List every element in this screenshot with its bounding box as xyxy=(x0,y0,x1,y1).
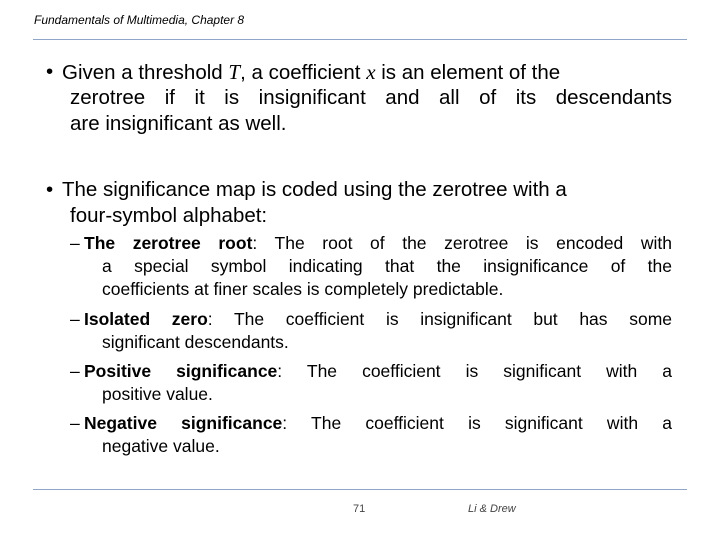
text-segment: : The coefficient is significant with a xyxy=(282,413,672,433)
text-segment: , a coefficient xyxy=(240,61,361,84)
chapter-header: Fundamentals of Multimedia, Chapter 8 xyxy=(34,13,245,27)
term-label: Negative significance xyxy=(84,413,283,433)
text-line xyxy=(84,308,672,331)
bullet-continuation xyxy=(70,85,672,137)
text-line: coefficients at finer scales is completely predictable. xyxy=(102,279,504,299)
bullet-significance-map xyxy=(46,177,672,229)
term-label: Isolated zero xyxy=(84,309,208,329)
symbol-negative-significance xyxy=(70,412,672,458)
dash-mark: – xyxy=(70,413,80,433)
bullet-mark: • xyxy=(46,60,54,83)
term-label: Positive significance xyxy=(84,361,278,381)
text-line: four-symbol alphabet: xyxy=(70,204,268,227)
text-line: are insignificant as well. xyxy=(70,112,287,135)
text-line: zerotree if it is insignificant and all of its descendants xyxy=(70,86,672,109)
bullet-mark: • xyxy=(46,178,54,201)
text-line: positive value. xyxy=(102,384,213,404)
symbol-positive-significance xyxy=(70,360,672,406)
text-line xyxy=(84,232,672,255)
text-segment: : The coefficient is significant with a xyxy=(277,361,672,381)
bullet-continuation xyxy=(70,203,672,229)
page-number: 71 xyxy=(353,503,366,515)
term-label: The zerotree root xyxy=(84,233,253,253)
text-segment: Given a threshold xyxy=(62,61,223,84)
symbol-zerotree-root xyxy=(70,232,672,301)
bullet-first-line xyxy=(62,59,560,86)
variable-T: T xyxy=(228,60,241,84)
text-line: negative value. xyxy=(102,436,220,456)
text-line: significant descendants. xyxy=(102,332,289,352)
text-line: a special symbol indicating that the insignificance of the xyxy=(102,256,672,276)
symbol-isolated-zero xyxy=(70,308,672,354)
text-segment: : The root of the zerotree is encoded with xyxy=(252,233,672,253)
variable-x: x xyxy=(366,60,376,84)
dash-mark: – xyxy=(70,309,80,329)
bullet-first-line: The significance map is coded using the zerotree with a xyxy=(62,178,567,201)
text-line xyxy=(84,412,672,435)
footer-divider xyxy=(33,489,687,490)
footer-author: Li & Drew xyxy=(468,503,516,515)
text-segment: is an element of the xyxy=(381,61,561,84)
text-line xyxy=(84,360,672,383)
bullet-zerotree-definition xyxy=(46,59,672,137)
dash-mark: – xyxy=(70,233,80,253)
text-segment: : The coefficient is insignificant but has some xyxy=(207,309,672,329)
header-divider xyxy=(33,39,687,40)
dash-mark: – xyxy=(70,361,80,381)
